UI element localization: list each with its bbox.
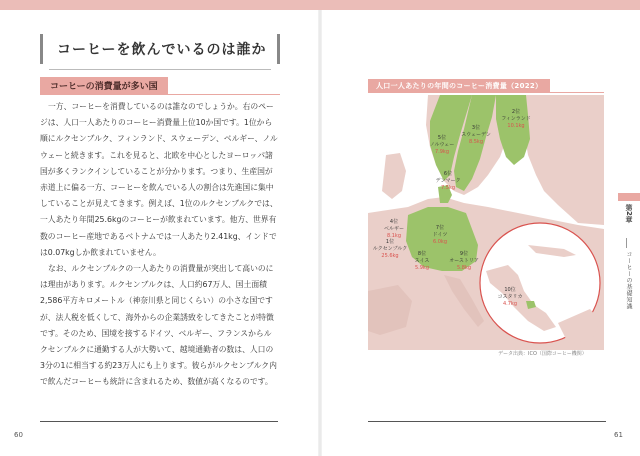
map-caption: データ出典：ICO（国際コーヒー機関） — [498, 351, 587, 357]
rank-denmark: 6位 — [443, 171, 453, 177]
country-belgium: ベルギー — [383, 226, 405, 232]
body-text — [40, 99, 278, 391]
chapter-title: コーヒーの基礎知識 — [625, 251, 632, 310]
country-austria: オーストリア — [449, 258, 479, 264]
bottom-rule-left — [40, 421, 278, 422]
rank-finland: 2位 — [511, 109, 521, 115]
value-denmark: 7.5kg — [440, 185, 456, 191]
bottom-rule-right — [368, 421, 606, 422]
page-title: コーヒーを飲んでいるのは誰か — [57, 42, 267, 58]
top-color-band — [0, 0, 640, 10]
chapter-number: 第2章 — [625, 204, 633, 223]
value-norway: 7.9kg — [434, 149, 450, 155]
map-heading-rule — [368, 92, 604, 93]
section-rule — [40, 94, 280, 95]
page-number-left: 60 — [14, 431, 23, 439]
map-heading: 人口一人あたりの年間のコーヒー消費量（2022） — [368, 79, 550, 92]
chapter-tab — [618, 193, 640, 201]
country-norway: ノルウェー — [429, 142, 455, 148]
country-germany: ドイツ — [432, 232, 448, 238]
country-sweden: スウェーデン — [461, 132, 491, 138]
paragraph-2: なお、ルクセンブルクの一人あたりの消費量が突出して高いのには理由があります。ルクセンブルクは、人口約67万人、国土面積2,586平方キロメートル（神奈川県と同じくらい）の小さな国ですが、法人税を低くして、海外からの企業誘致をしてきたことが特徴です。そのため、国境を接するドイツ、ベルギー、フランスからルクセンブルクに通勤する人が大勢いて、越境通勤者の数は、人口の3分の1に相当する約23万人にも上ります。彼らがルクセンブルク内で飲んだコーヒーも統計に含まれるため、数値が高くなるのです。 — [40, 264, 277, 387]
book-gutter — [318, 10, 322, 456]
country-luxembourg: ルクセンブルク — [372, 246, 408, 252]
value-finland: 10.1kg — [507, 123, 525, 129]
page-title-box — [40, 34, 280, 64]
rank-luxembourg: 1位 — [385, 239, 395, 245]
country-costa-rica: コスタリカ — [497, 294, 523, 300]
country-finland: フィンランド — [501, 116, 531, 122]
value-switzerland: 5.9kg — [414, 265, 430, 271]
rank-switzerland: 8位 — [417, 251, 427, 257]
rank-costa-rica: 10位 — [504, 287, 516, 293]
country-denmark: デンマーク — [435, 178, 461, 184]
country-switzerland: スイス — [414, 258, 430, 264]
section-label: コーヒーの消費量が多い国 — [40, 77, 168, 94]
rank-belgium: 4位 — [389, 219, 399, 225]
value-austria: 5.8kg — [456, 265, 472, 271]
chapter-divider — [626, 238, 627, 248]
value-costa-rica: 4.7kg — [502, 301, 518, 307]
page-number-right: 61 — [614, 431, 623, 439]
rank-norway: 5位 — [437, 135, 447, 141]
value-belgium: 8.1kg — [386, 233, 402, 239]
rank-sweden: 3位 — [471, 125, 481, 131]
value-sweden: 8.5kg — [468, 139, 484, 145]
value-luxembourg: 25.6kg — [381, 253, 399, 259]
europe-coffee-map — [368, 95, 604, 350]
value-germany: 6.0kg — [432, 239, 448, 245]
rank-germany: 7位 — [435, 225, 445, 231]
rank-austria: 9位 — [459, 251, 469, 257]
paragraph-1: 一方、コーヒーを消費しているのは誰なのでしょうか。右のページは、人口一人あたりのコーヒー消費量上位10か国です。1位から順にルクセンブルク、フィンランド、スウェーデン、ベルギー、ノルウェーと続きます。これを見ると、北欧を中心としたヨーロッパ諸国が多くランクインしていることが分かります。つまり、生産国が赤道上に偏る一方、コーヒーを飲んでいる人の割合は先進国に集中していることが見えてきます。例えば、1位のルクセンブルクでは、一人あたり年間25.6kgのコーヒーが飲まれています。他方、世界有数のコーヒー産地であるベトナムでは一人あたり2.41kg、インドでは0.07kgしか飲まれていません。 — [40, 102, 278, 257]
